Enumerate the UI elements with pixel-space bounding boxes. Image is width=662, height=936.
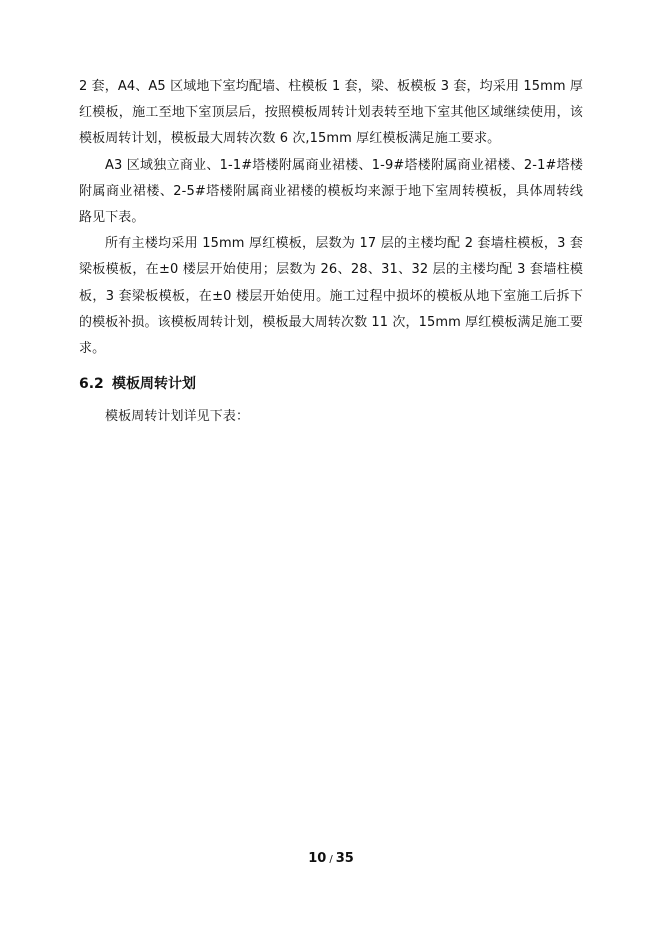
page-separator: /	[329, 854, 333, 865]
page-body	[79, 74, 583, 430]
section-title: 模板周转计划	[112, 376, 196, 393]
table-reference-text: 模板周转计划详见下表：	[105, 409, 250, 425]
body-paragraph-1: 2 套，A4、A5 区域地下室均配墙、柱模板 1 套，梁、板模板 3 套，均采用 15mm 厚红模板，施工至地下室顶层后，按照模板周转计划表转至地下室其他区域继续使用，该模板周转计划，模板最大周转次数 6 次,15mm 厚红模板满足施工要求。	[79, 79, 583, 147]
body-paragraph-2: A3 区域独立商业、1-1#塔楼附属商业裙楼、1-9#塔楼附属商业裙楼、2-1#塔楼附属商业裙楼、2-5#塔楼附属商业裙楼的模板均来源于地下室周转模板，具体周转线路见下表。	[79, 157, 583, 226]
body-paragraph-3: 所有主楼均采用 15mm 厚红模板，层数为 17 层的主楼均配 2 套墙柱模板，3 套梁板模板，在±0 楼层开始使用；层数为 26、28、31、32 层的主楼均配 3 套墙柱模板，3 套梁板模板，在±0 楼层开始使用。施工过程中损坏的模板从地下室施工后拆下的模板补损。该模板周转计划，模板最大周转次数 11 次，15mm 厚红模板满足施工要求。	[79, 236, 584, 357]
page-number-footer	[0, 851, 662, 866]
section-heading	[79, 373, 583, 395]
section-number: 6.2	[79, 376, 104, 393]
total-page-count: 35	[335, 851, 354, 866]
current-page-number: 10	[308, 851, 327, 866]
